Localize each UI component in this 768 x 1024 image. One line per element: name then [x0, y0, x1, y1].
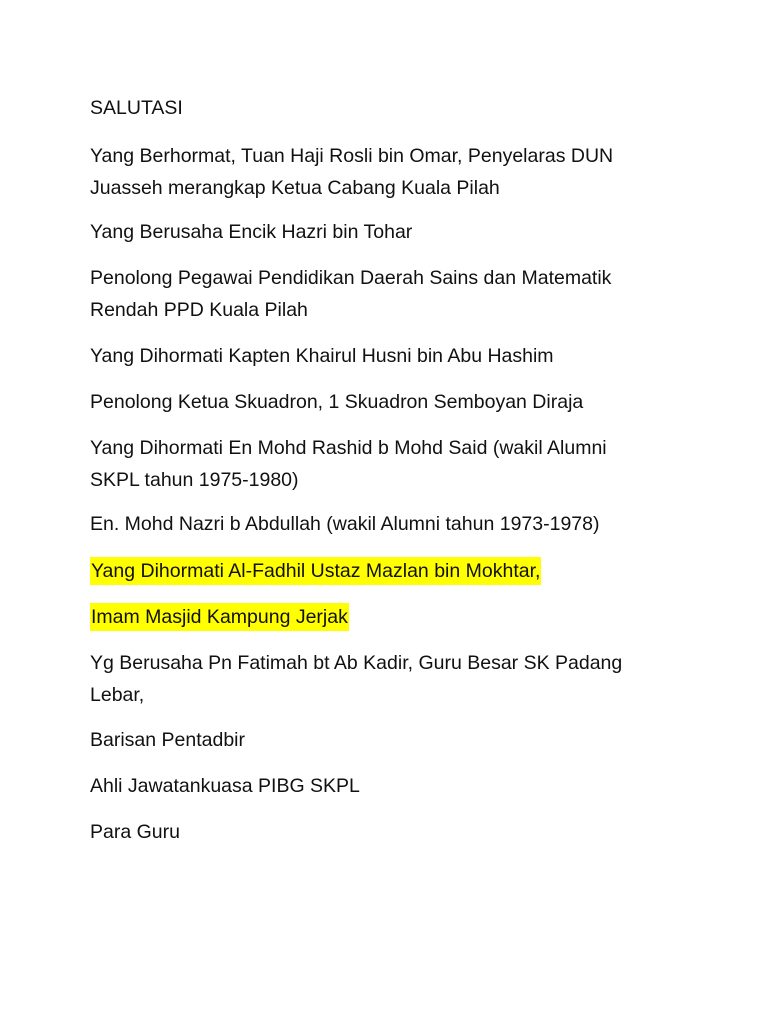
salutation-paragraph — [90, 508, 670, 540]
salutation-paragraph — [90, 386, 670, 418]
text-line: Ahli Jawatankuasa PIBG SKPL — [90, 775, 360, 797]
text-line: Yang Dihormati Kapten Khairul Husni bin Abu Hashim — [90, 345, 554, 367]
text-line: Penolong Ketua Skuadron, 1 Skuadron Semboyan Diraja — [90, 391, 584, 413]
salutation-paragraph — [90, 262, 670, 326]
salutation-paragraph — [90, 770, 670, 802]
salutation-paragraph — [90, 140, 670, 204]
text-line: Yang Berusaha Encik Hazri bin Tohar — [90, 221, 413, 243]
salutation-paragraph — [90, 647, 670, 711]
text-line: SKPL tahun 1975-1980) — [90, 469, 299, 491]
highlighted-text: Yang Dihormati Al-Fadhil Ustaz Mazlan bin Mokhtar, — [90, 557, 541, 585]
text-line: Juasseh merangkap Ketua Cabang Kuala Pilah — [90, 177, 500, 199]
salutation-paragraph — [90, 724, 670, 756]
text-line: En. Mohd Nazri b Abdullah (wakil Alumni tahun 1973-1978) — [90, 513, 600, 535]
text-line: Para Guru — [90, 821, 180, 843]
heading-salutasi — [90, 92, 670, 124]
text-line: Yang Dihormati En Mohd Rashid b Mohd Said (wakil Alumni — [90, 437, 607, 459]
text-line: SALUTASI — [90, 97, 183, 119]
text-line: Rendah PPD Kuala Pilah — [90, 299, 308, 321]
text-line: Yang Berhormat, Tuan Haji Rosli bin Omar, Penyelaras DUN — [90, 145, 614, 167]
text-line: Penolong Pegawai Pendidikan Daerah Sains dan Matematik — [90, 267, 612, 289]
highlighted-paragraph — [90, 601, 670, 633]
highlighted-text: Imam Masjid Kampung Jerjak — [90, 603, 349, 631]
text-line: Lebar, — [90, 684, 145, 706]
salutation-paragraph — [90, 432, 670, 496]
text-line: Barisan Pentadbir — [90, 729, 246, 751]
salutation-paragraph — [90, 216, 670, 248]
salutation-paragraph — [90, 340, 670, 372]
text-line: Yg Berusaha Pn Fatimah bt Ab Kadir, Guru Besar SK Padang — [90, 652, 623, 674]
salutation-paragraph — [90, 816, 670, 848]
highlighted-paragraph — [90, 555, 670, 587]
